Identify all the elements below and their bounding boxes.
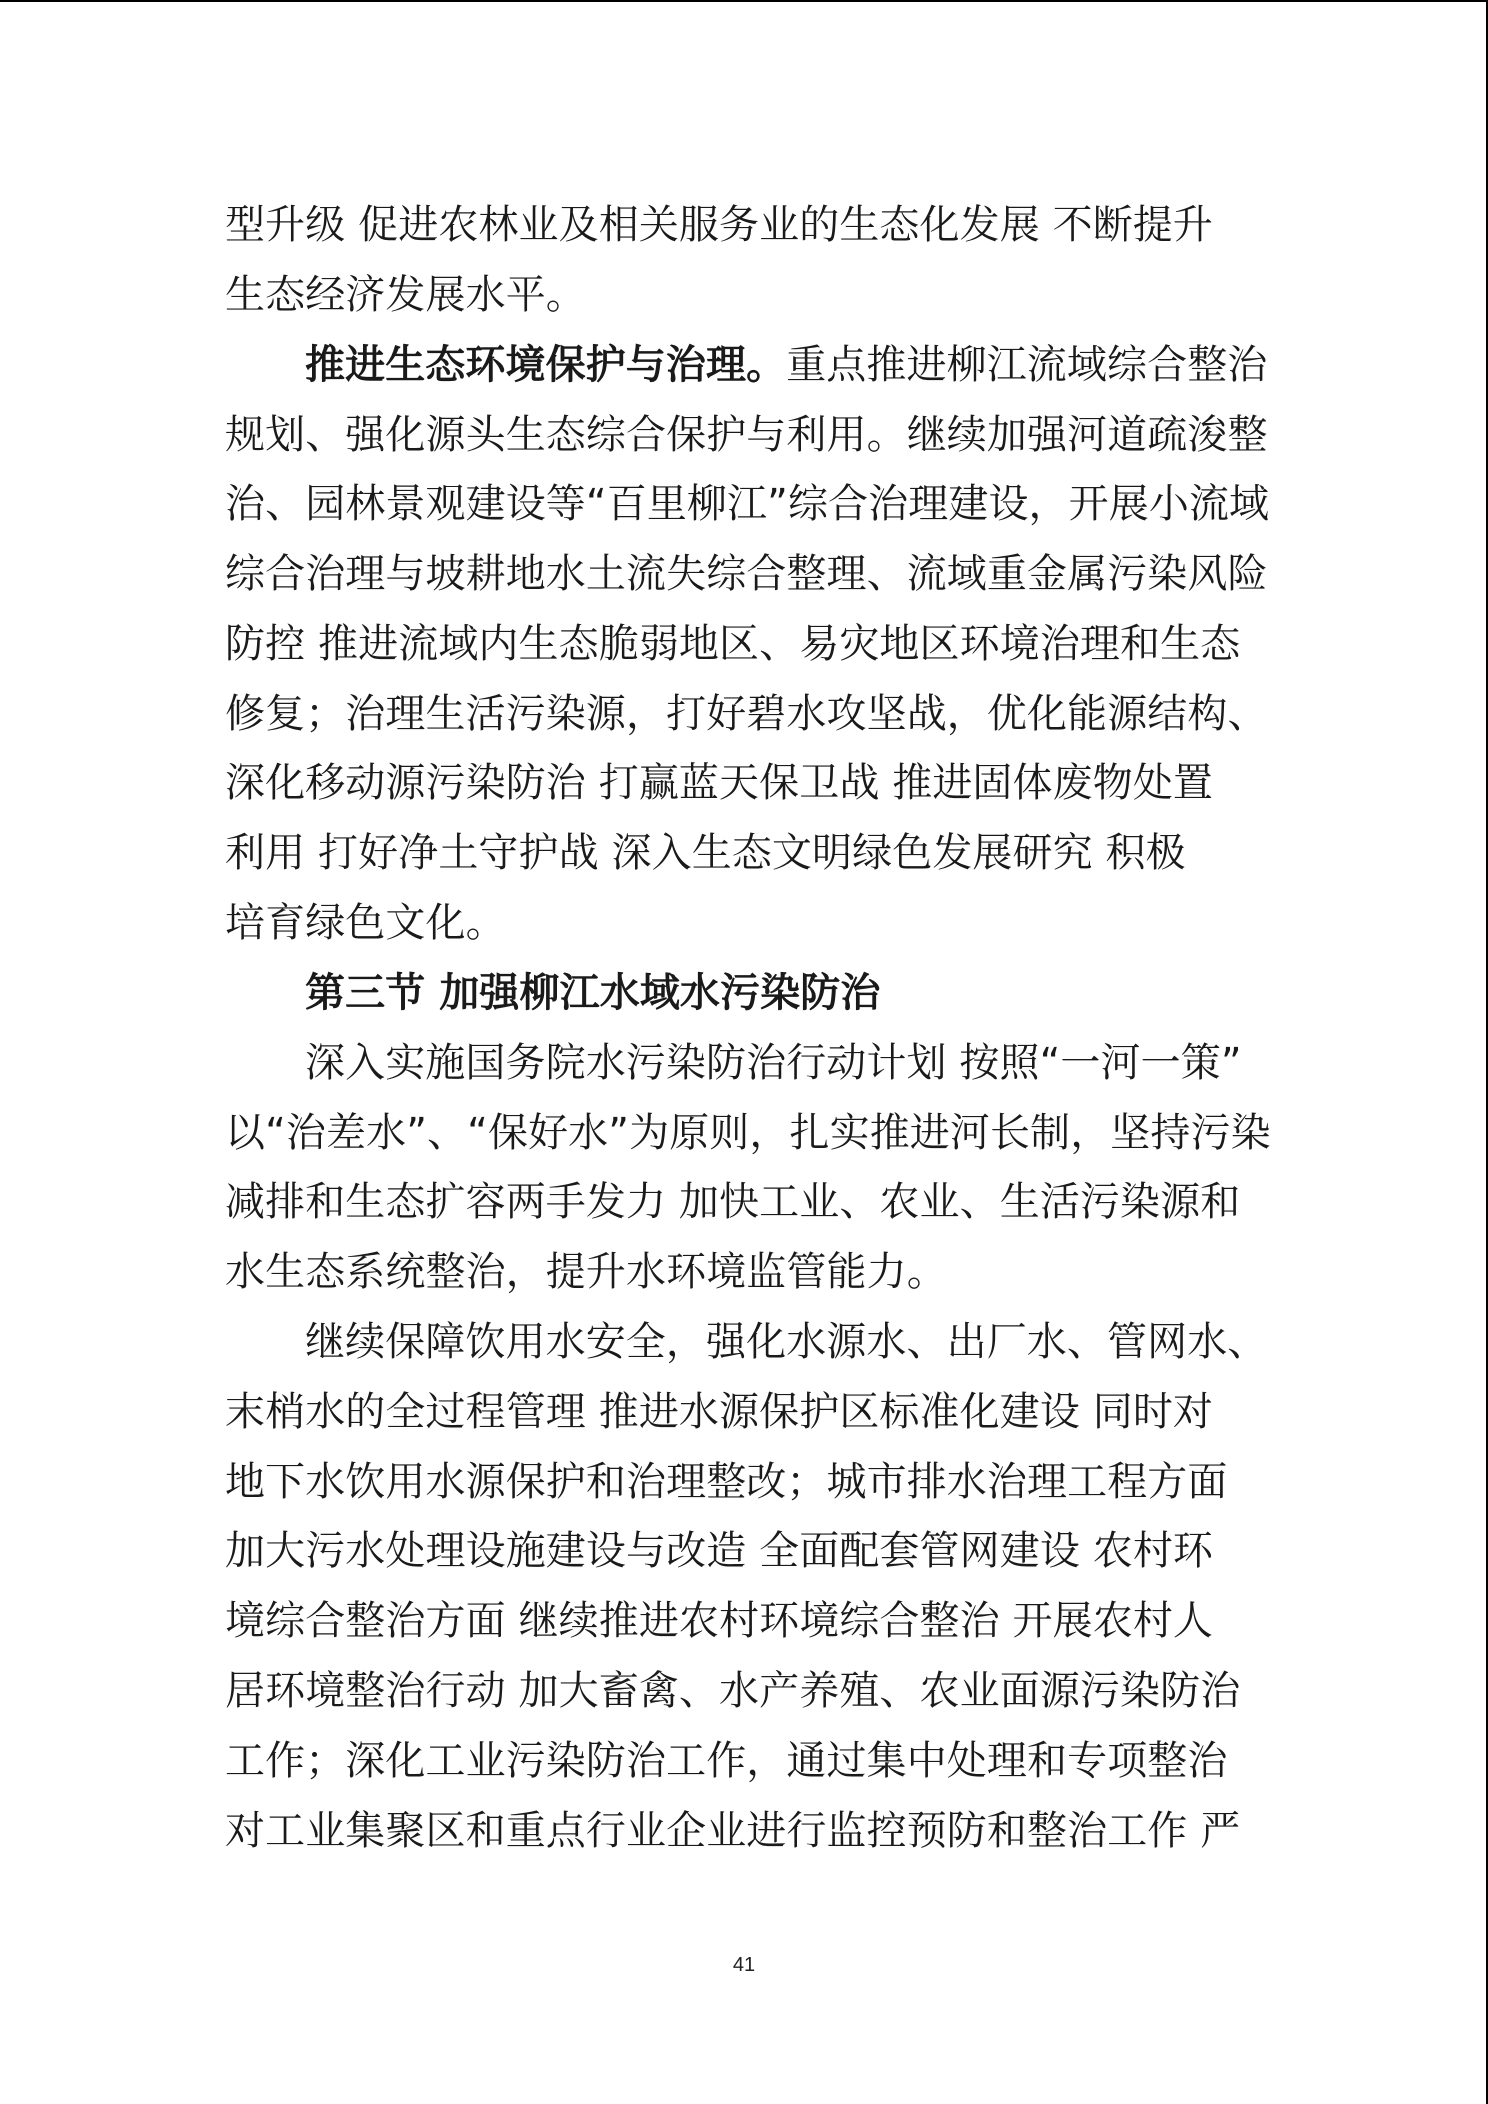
paragraph-ecology-first-line: [305, 330, 1267, 400]
text-line: 型升级 促进农林业及相关服务业的生态化发展 不断提升: [225, 202, 1214, 248]
text-line: 境综合整治方面 继续推进农村环境综合整治 开展农村人: [225, 1598, 1214, 1644]
text-line: 地下水饮用水源保护和治理整改；城市排水治理工程方面: [225, 1459, 1228, 1505]
text-line: 综合治理与坡耕地水土流失综合整理、流域重金属污染风险: [225, 551, 1268, 597]
text-line: 继续保障饮用水安全，强化水源水、出厂水、管网水、: [305, 1319, 1268, 1365]
text-line: 生态经济发展水平。: [225, 272, 586, 318]
text-line: 治、园林景观建设等“百里柳江”综合治理建设，开展小流域: [225, 481, 1270, 527]
text-line: 减排和生态扩容两手发力 加快工业、农业、生活污染源和: [225, 1179, 1241, 1225]
text-line: 防控 推进流域内生态脆弱地区、易灾地区环境治理和生态: [225, 621, 1241, 667]
text-line: 利用 打好净土守护战 深入生态文明绿色发展研究 积极: [225, 830, 1186, 876]
section-heading: 第三节 加强柳江水域水污染防治: [305, 970, 881, 1016]
text-line: 水生态系统整治，提升水环境监管能力。: [225, 1249, 947, 1295]
text-line: 以“治差水”、“保好水”为原则，扎实推进河长制，坚持污染: [225, 1110, 1271, 1156]
text-line: 对工业集聚区和重点行业企业进行监控预防和整治工作 严: [225, 1808, 1241, 1854]
text-line: 深入实施国务院水污染防治行动计划 按照“一河一策”: [305, 1040, 1242, 1086]
text-line: 规划、强化源头生态综合保护与利用。继续加强河道疏浚整: [225, 412, 1268, 458]
text-line: 工作；深化工业污染防治工作，通过集中处理和专项整治: [225, 1738, 1228, 1784]
text-line: 居环境整治行动 加大畜禽、水产养殖、农业面源污染防治: [225, 1668, 1241, 1714]
text-line: 深化移动源污染防治 打赢蓝天保卫战 推进固体废物处置: [225, 760, 1214, 806]
ecology-first-line-rest: 重点推进柳江流域综合整治: [786, 342, 1268, 388]
page-number: 41: [732, 1954, 756, 1976]
text-line: 培育绿色文化。: [225, 900, 506, 946]
text-line: 修复；治理生活污染源，打好碧水攻坚战，优化能源结构、: [225, 691, 1268, 737]
text-line: 加大污水处理设施建设与改造 全面配套管网建设 农村环: [225, 1528, 1214, 1574]
ecology-heading: 推进生态环境保护与治理。: [305, 342, 787, 388]
text-line: 末梢水的全过程管理 推进水源保护区标准化建设 同时对: [225, 1389, 1214, 1435]
